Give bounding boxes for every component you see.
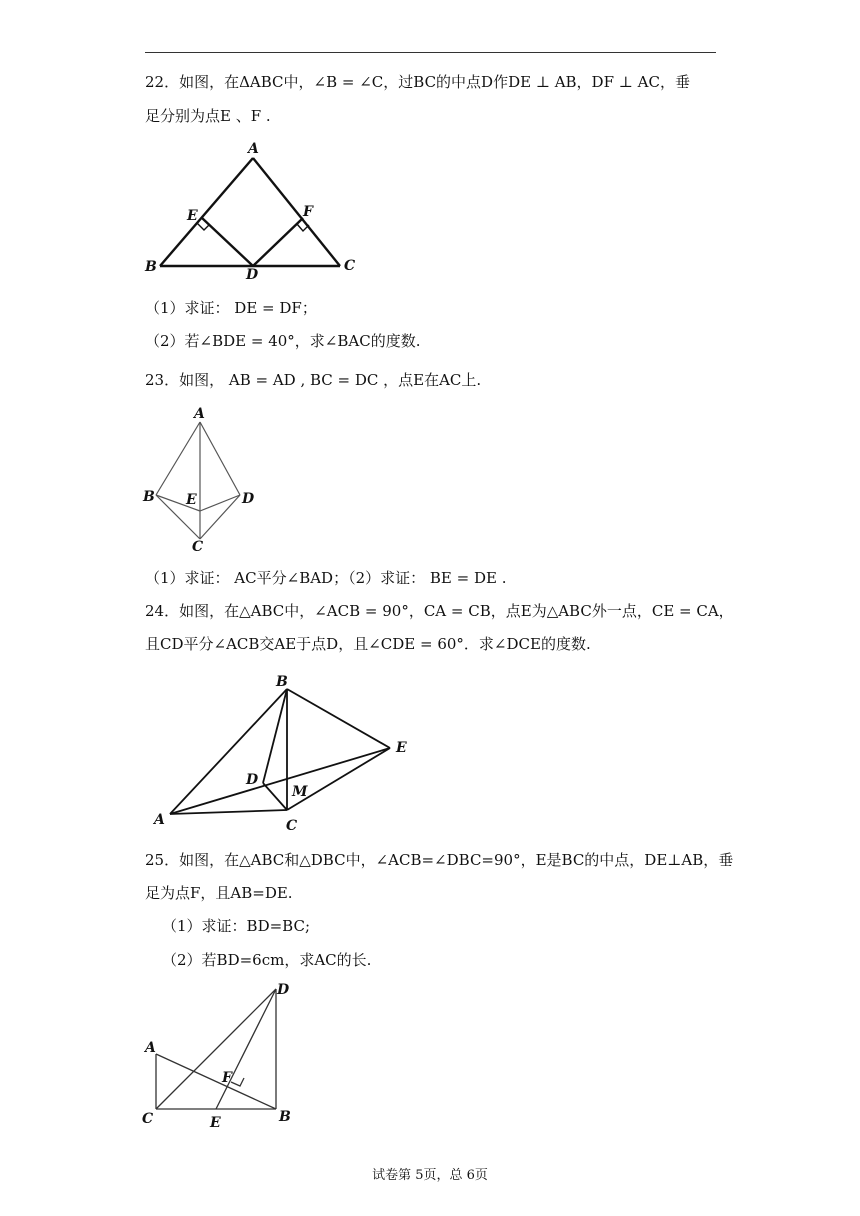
q22-part1: （1）求证： DE = DF； xyxy=(145,299,317,317)
q23-label-B: B xyxy=(143,489,155,505)
header-rule xyxy=(145,52,716,53)
q25-part2: （2）若BD=6cm，求AC的长. xyxy=(162,951,372,969)
q22-stem-line2: 足分别为点E 、F . xyxy=(145,107,271,125)
q22-label-D: D xyxy=(246,267,259,283)
q24-stem-line2: 且CD平分∠ACB交AE于点D，且∠CDE = 60°．求∠DCE的度数. xyxy=(145,635,591,653)
q25-label-E: E xyxy=(210,1115,221,1131)
q25-label-A: A xyxy=(145,1040,156,1056)
q22-label-F: F xyxy=(303,204,313,220)
q25-part1: （1）求证：BD=BC; xyxy=(162,917,310,935)
q24-label-M: M xyxy=(292,784,308,800)
figure-q23 xyxy=(140,405,270,555)
q22-label-B: B xyxy=(145,259,157,275)
page-footer: 试卷第 5页，总 6页 xyxy=(372,1168,488,1183)
q22-part2: （2）若∠BDE = 40°，求∠BAC的度数. xyxy=(145,332,421,350)
q23-parts: （1）求证： AC平分∠BAD；（2）求证： BE = DE . xyxy=(145,569,507,587)
q22-label-A: A xyxy=(248,141,259,157)
q22-stem-line1: 22．如图，在ΔABC中，∠B = ∠C，过BC的中点D作DE ⊥ AB，DF ⊥ AC，垂 xyxy=(145,73,690,91)
q24-label-D: D xyxy=(246,772,259,788)
q24-stem-line1: 24．如图，在△ABC中，∠ACB = 90°，CA = CB，点E为△ABC外一点，CE = CA， xyxy=(145,602,734,620)
q25-label-F: F xyxy=(222,1070,232,1086)
q25-stem-line2: 足为点F，且AB=DE. xyxy=(145,884,293,902)
figure-q24 xyxy=(140,668,425,838)
q23-label-A: A xyxy=(194,406,205,422)
q25-label-B: B xyxy=(279,1109,291,1125)
q24-label-B: B xyxy=(276,674,288,690)
q25-label-D: D xyxy=(277,982,290,998)
q22-label-C: C xyxy=(344,258,356,274)
q24-label-E: E xyxy=(396,740,407,756)
q22-label-E: E xyxy=(187,208,198,224)
q23-label-C: C xyxy=(192,539,204,555)
figure-q22 xyxy=(140,138,370,283)
q23-stem: 23．如图， AB = AD , BC = DC ，点E在AC上. xyxy=(145,371,482,389)
figure-q25 xyxy=(140,978,300,1133)
q24-label-A: A xyxy=(154,812,165,828)
q25-stem-line1: 25．如图，在△ABC和△DBC中，∠ACB=∠DBC=90°，E是BC的中点，DE⊥AB，垂 xyxy=(145,851,734,869)
q23-label-E: E xyxy=(186,492,197,508)
q25-label-C: C xyxy=(142,1111,154,1127)
q24-label-C: C xyxy=(286,818,298,834)
q23-label-D: D xyxy=(242,491,255,507)
